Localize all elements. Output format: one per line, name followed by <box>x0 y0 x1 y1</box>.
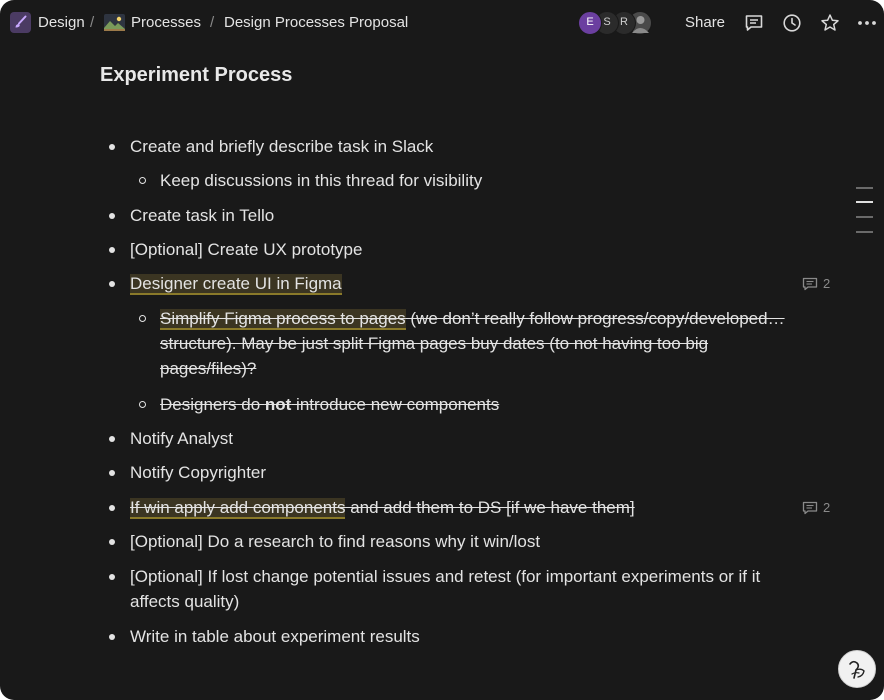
breadcrumb-workspace[interactable]: Design <box>38 14 85 31</box>
top-bar <box>0 0 884 46</box>
comment-icon <box>802 277 818 291</box>
highlighted-text[interactable]: Designer create UI in Figma <box>130 274 342 293</box>
bullet-circle <box>139 177 146 184</box>
bullet-dot <box>109 281 115 287</box>
toc-marker[interactable] <box>856 231 873 233</box>
list-item[interactable]: Create and briefly describe task in Slack <box>130 137 434 156</box>
avatar[interactable]: E <box>578 11 602 35</box>
avatar[interactable]: R <box>612 11 636 35</box>
breadcrumb-page[interactable]: Design Processes Proposal <box>224 14 409 31</box>
bullet-circle <box>139 315 146 322</box>
bullet-dot <box>109 505 115 511</box>
list-item[interactable]: Designers do not introduce new components <box>160 395 500 414</box>
list-item[interactable]: If win apply add components and add them to DS [if we have them] <box>130 498 635 517</box>
bullet-dot <box>109 247 115 253</box>
bullet-dot <box>109 470 115 476</box>
list-item[interactable]: Notify Copyrighter <box>130 463 267 482</box>
bullet-dot <box>109 213 115 219</box>
bullet-dot <box>109 436 115 442</box>
comment-icon <box>802 501 818 515</box>
toc-marker[interactable] <box>856 187 873 189</box>
workspace-brush-icon[interactable] <box>10 12 31 33</box>
breadcrumb-separator: / <box>210 14 215 31</box>
comments-icon[interactable] <box>743 12 765 34</box>
list-item[interactable] <box>130 271 342 296</box>
list-item[interactable]: Simplify Figma process to pages (we don’t really follow progress/copy/developed… structure). May be just split Figma pages buy dates (to not having too big pages/files)? <box>160 309 785 378</box>
highlighted-text[interactable]: If win apply add components <box>130 498 346 517</box>
help-button[interactable] <box>838 650 876 688</box>
landscape-icon[interactable] <box>104 14 125 31</box>
list-item[interactable]: Keep discussions in this thread for visibility <box>160 171 483 190</box>
help-glyph-icon <box>839 651 875 687</box>
list-item[interactable]: [Optional] If lost change potential issues and retest (for important experiments or if it affects quality) <box>130 567 761 611</box>
comment-count[interactable]: 2 <box>802 275 842 293</box>
toc-marker-active[interactable] <box>856 201 873 203</box>
avatar[interactable]: S <box>595 11 619 35</box>
list-item[interactable]: [Optional] Create UX prototype <box>130 240 363 259</box>
bullet-dot <box>109 574 115 580</box>
bullet-dot <box>109 634 115 640</box>
breadcrumb-separator: / <box>90 14 95 31</box>
highlighted-text[interactable]: Simplify Figma process to pages <box>160 309 406 328</box>
list-item[interactable]: Create task in Tello <box>130 206 275 225</box>
history-clock-icon[interactable] <box>781 12 803 34</box>
toc-marker[interactable] <box>856 216 873 218</box>
breadcrumb-section[interactable]: Processes <box>131 14 202 31</box>
bullet-circle <box>139 401 146 408</box>
bullet-dot <box>109 144 115 150</box>
favorite-star-icon[interactable] <box>819 12 841 34</box>
share-button[interactable]: Share <box>685 14 726 31</box>
list-item[interactable]: [Optional] Do a research to find reasons why it win/lost <box>130 532 541 551</box>
more-options-icon[interactable] <box>856 12 878 34</box>
list-item[interactable]: Notify Analyst <box>130 429 233 448</box>
list-item[interactable]: Write in table about experiment results <box>130 627 420 646</box>
collaborator-avatars[interactable] <box>578 11 672 35</box>
bullet-dot <box>109 539 115 545</box>
comment-count[interactable]: 2 <box>802 499 842 517</box>
section-heading: Experiment Process <box>100 64 293 86</box>
